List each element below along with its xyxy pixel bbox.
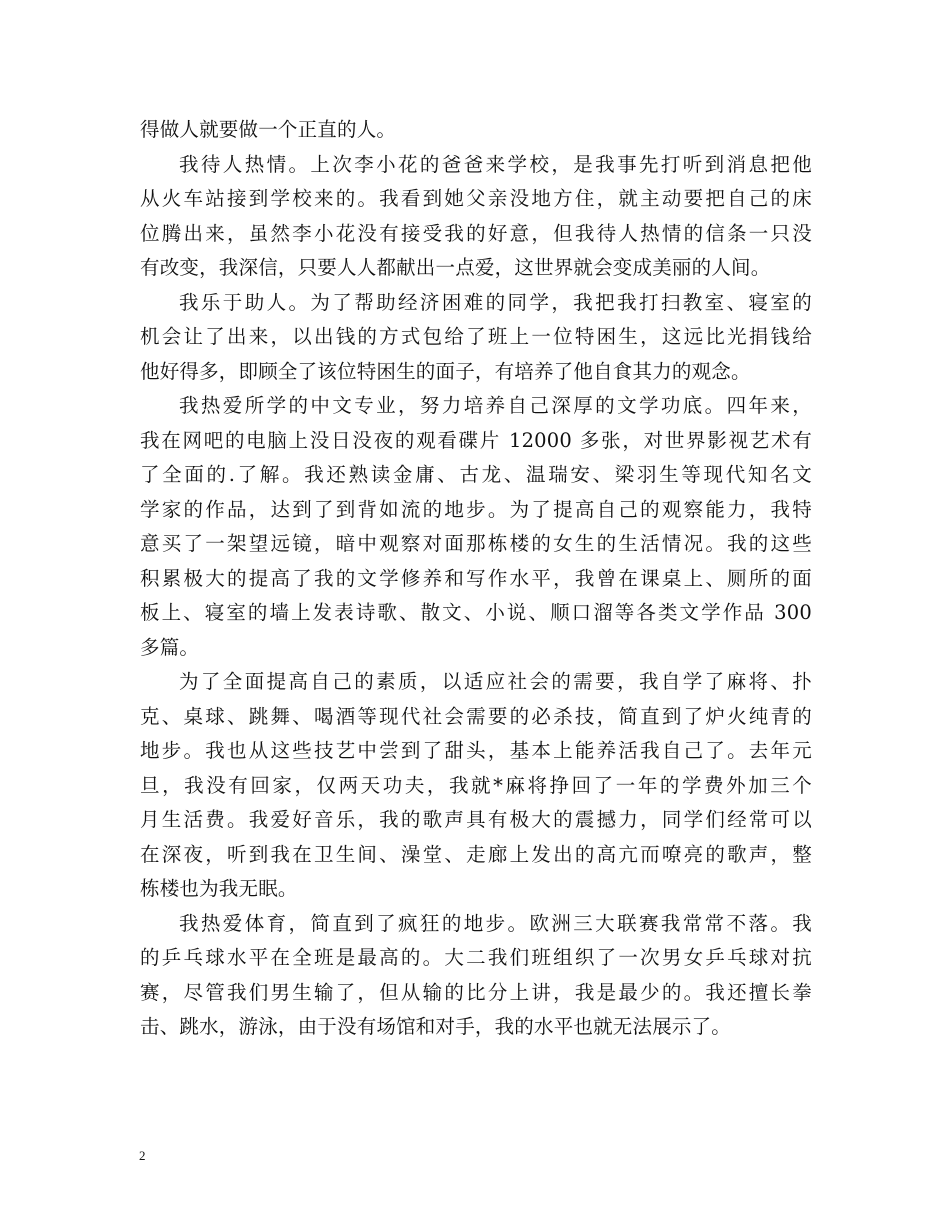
text-line: 月生活费。我爱好音乐，我的歌声具有极大的震撼力，同学们经常可以 [140, 808, 812, 831]
text-line: 得做人就要做一个正直的人。 [140, 118, 397, 141]
text-line: 多篇。 [140, 635, 200, 659]
text-line: 机会让了出来，以出钱的方式包给了班上一位特困生，这远比光捐钱给 [140, 325, 812, 348]
text-line: 我乐于助人。为了帮助经济困难的同学，我把我打扫教室、寝室的 [179, 290, 812, 314]
text-line: 意买了一架望远镜，暗中观察对面那栋楼的女生的生活情况。我的这些 [140, 532, 812, 555]
text-line: 我热爱所学的中文专业，努力培养自己深厚的文学功底。四年来， [179, 394, 812, 417]
text-line: 栋楼也为我无眠。 [140, 877, 298, 900]
paragraph [140, 907, 812, 1045]
text-line: 我热爱体育，简直到了疯狂的地步。欧洲三大联赛我常常不落。我 [179, 911, 812, 935]
text-line: 旦，我没有回家，仅两天功夫，我就*麻将挣回了一年的学费外加三个 [140, 773, 812, 797]
paragraph [140, 665, 812, 907]
text-line: 赛，尽管我们男生输了，但从输的比分上讲，我是最少的。我还擅长拳 [140, 980, 812, 1004]
body-text [140, 113, 812, 1045]
text-line: 我在网吧的电脑上没日没夜的观看碟片 12000 多张，对世界影视艺术有 [140, 428, 812, 452]
text-line: 位腾出来，虽然李小花没有接受我的好意，但我待人热情的信条一只没 [140, 221, 812, 245]
text-line: 地步。我也从这些技艺中尝到了甜头，基本上能养活我自己了。去年元 [140, 739, 812, 762]
page-number: 2 [139, 1148, 146, 1163]
text-line: 在深夜，听到我在卫生间、澡堂、走廊上发出的高亢而嘹亮的歌声，整 [140, 842, 812, 866]
text-line: 的乒乓球水平在全班是最高的。大二我们班组织了一次男女乒乓球对抗 [140, 946, 812, 969]
text-line: 我待人热情。上次李小花的爸爸来学校，是我事先打听到消息把他 [179, 152, 812, 176]
text-line: 克、桌球、跳舞、喝酒等现代社会需要的必杀技，简直到了炉火纯青的 [140, 704, 812, 728]
text-line: 了全面的.了解。我还熟读金庸、古龙、温瑞安、梁羽生等现代知名文 [140, 463, 812, 486]
text-line: 板上、寝室的墙上发表诗歌、散文、小说、顺口溜等各类文学作品 300 [140, 601, 812, 624]
text-line: 有改变，我深信，只要人人都献出一点爱，这世界就会变成美丽的人间。 [140, 256, 771, 279]
text-line: 学家的作品，达到了到背如流的地步。为了提高自己的观察能力，我特 [140, 497, 812, 521]
paragraph [140, 389, 812, 665]
text-line: 击、跳水，游泳，由于没有场馆和对手，我的水平也就无法展示了。 [140, 1015, 732, 1038]
paragraph [140, 148, 812, 286]
text-line: 为了全面提高自己的素质，以适应社会的需要，我自学了麻将、扑 [179, 670, 812, 693]
paragraph [140, 113, 812, 148]
text-line: 他好得多，即顾全了该位特困生的面子，有培养了他自食其力的观念。 [140, 359, 751, 383]
text-line: 积累极大的提高了我的文学修养和写作水平，我曾在课桌上、厕所的面 [140, 566, 812, 590]
text-line: 从火车站接到学校来的。我看到她父亲没地方住，就主动要把自己的床 [140, 187, 812, 210]
paragraph [140, 286, 812, 390]
